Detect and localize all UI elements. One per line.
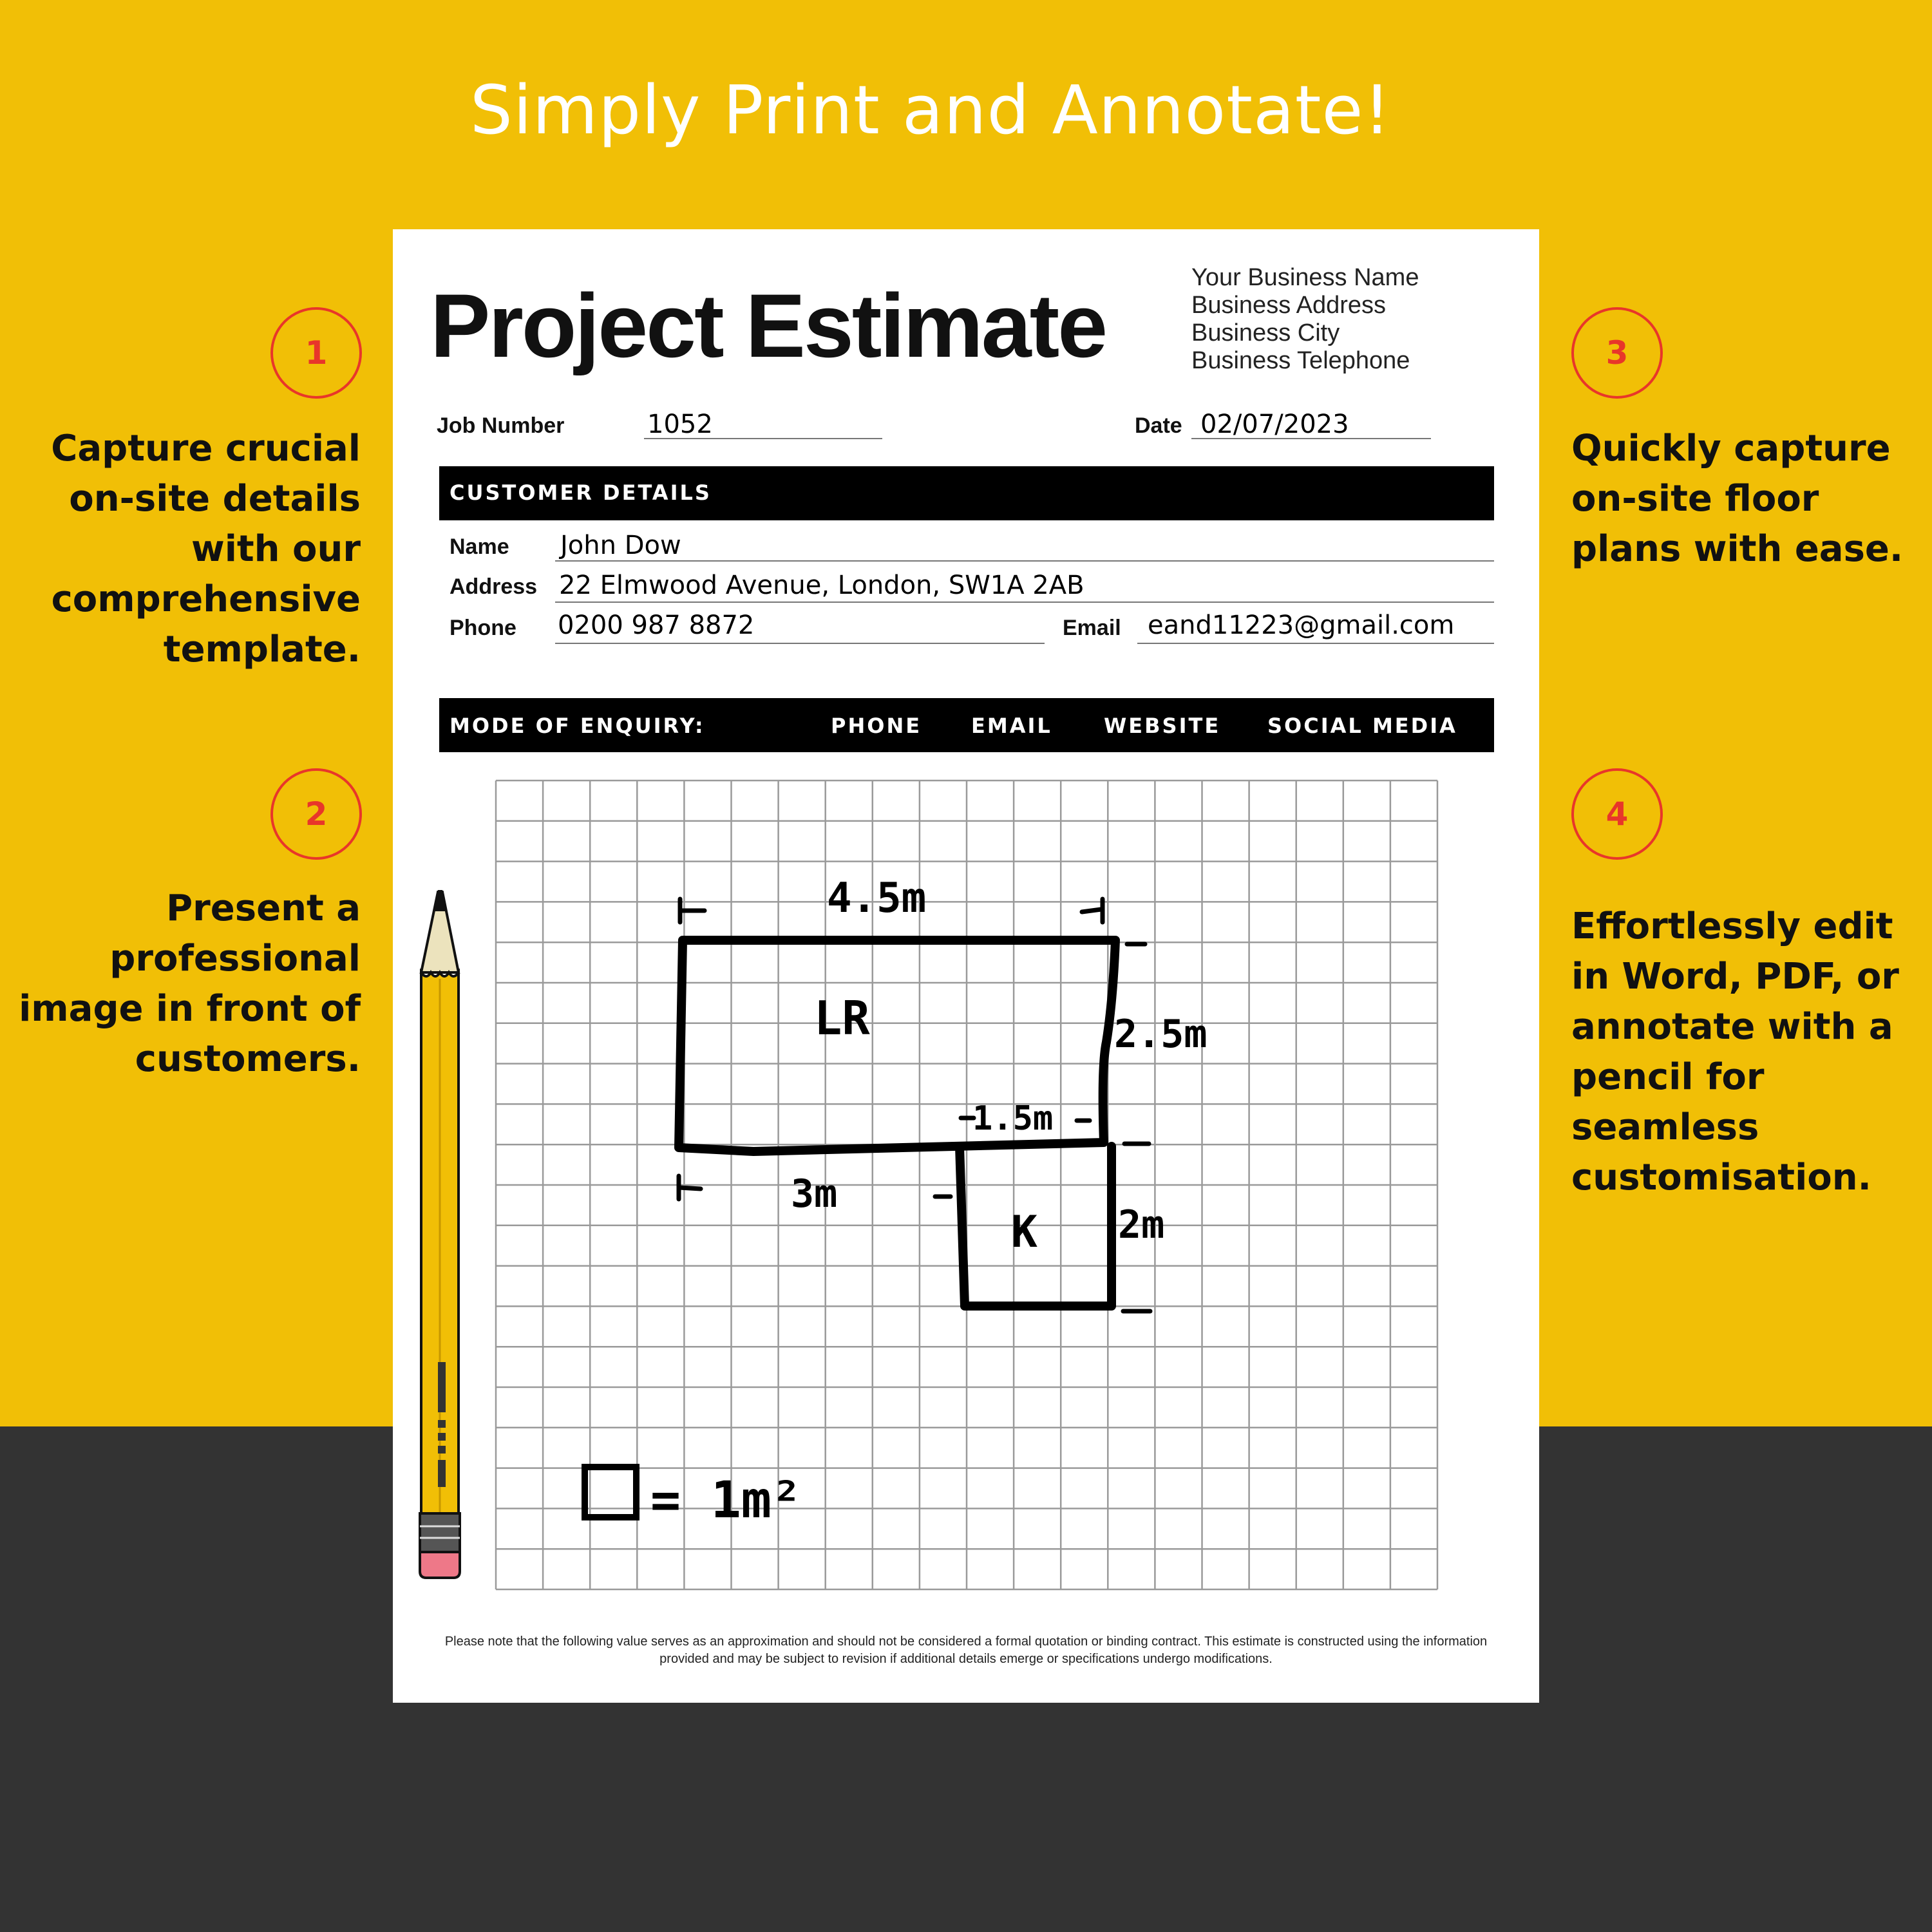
business-city: Business City — [1191, 319, 1340, 346]
step-1-text: Capture crucial on-site details with our comprehensive template. — [51, 428, 361, 670]
floor-plan-sketch — [393, 229, 1539, 1703]
date-value: 02/07/2023 — [1200, 410, 1349, 439]
page-title: Project Estimate — [430, 275, 1106, 376]
date-label: Date — [1135, 413, 1182, 438]
business-telephone: Business Telephone — [1191, 347, 1410, 374]
enquiry-option-phone[interactable]: PHONE — [831, 714, 922, 738]
address-value: 22 Elmwood Avenue, London, SW1A 2AB — [559, 571, 1084, 600]
customer-details-title: CUSTOMER DETAILS — [450, 480, 712, 505]
headline: Simply Print and Annotate! — [469, 71, 1392, 149]
step-1-badge: 1 — [270, 307, 362, 399]
step-2-text: Present a professional image in front of customers. — [19, 887, 361, 1080]
job-number-value: 1052 — [647, 410, 713, 439]
step-2-badge: 2 — [270, 768, 362, 860]
step-3-badge: 3 — [1571, 307, 1663, 399]
enquiry-option-website[interactable]: WEBSITE — [1104, 714, 1221, 738]
step-3-text: Quickly capture on-site floor plans with ease. — [1571, 428, 1904, 570]
room-lr-label: LR — [814, 991, 870, 1045]
pencil-icon — [412, 882, 477, 1591]
dim-k-label: 2m — [1118, 1202, 1165, 1247]
step-4-text: Effortlessly edit in Word, PDF, or annotate with a pencil for seamless customisation. — [1571, 905, 1899, 1198]
room-k-label: K — [1011, 1207, 1037, 1258]
estimate-sheet — [393, 229, 1539, 1703]
enquiry-option-email[interactable]: EMAIL — [971, 714, 1052, 738]
dim-right-label: 2.5m — [1114, 1012, 1208, 1057]
dim-top-label: 4.5m — [827, 875, 927, 922]
enquiry-label: MODE OF ENQUIRY: — [450, 714, 705, 738]
email-value: eand11223@gmail.com — [1148, 611, 1455, 640]
name-label: Name — [450, 535, 509, 559]
name-value: John Dow — [560, 531, 681, 560]
address-label: Address — [450, 574, 538, 599]
enquiry-option-social-media[interactable]: SOCIAL MEDIA — [1267, 714, 1457, 738]
dim-inner-label: 1.5m — [972, 1099, 1054, 1138]
scale-label: = 1m² — [650, 1472, 802, 1530]
phone-value: 0200 987 8872 — [558, 611, 755, 640]
business-address: Business Address — [1191, 292, 1387, 319]
dim-bottom-label: 3m — [791, 1171, 838, 1217]
scale-square-icon — [585, 1467, 636, 1517]
step-4-badge: 4 — [1571, 768, 1663, 860]
job-number-label: Job Number — [437, 413, 565, 438]
email-label: Email — [1063, 616, 1121, 640]
phone-label: Phone — [450, 616, 516, 640]
dimension-ticks — [679, 899, 1150, 1311]
disclaimer-notice: Please note that the following value serves as an approximation and should not be considered a formal quotation or binding contract. This estimate is constructed using the information provided and may be subject to revision if additional details emerge or specifications undergo modifications. — [444, 1634, 1488, 1666]
business-name: Your Business Name — [1191, 264, 1419, 291]
